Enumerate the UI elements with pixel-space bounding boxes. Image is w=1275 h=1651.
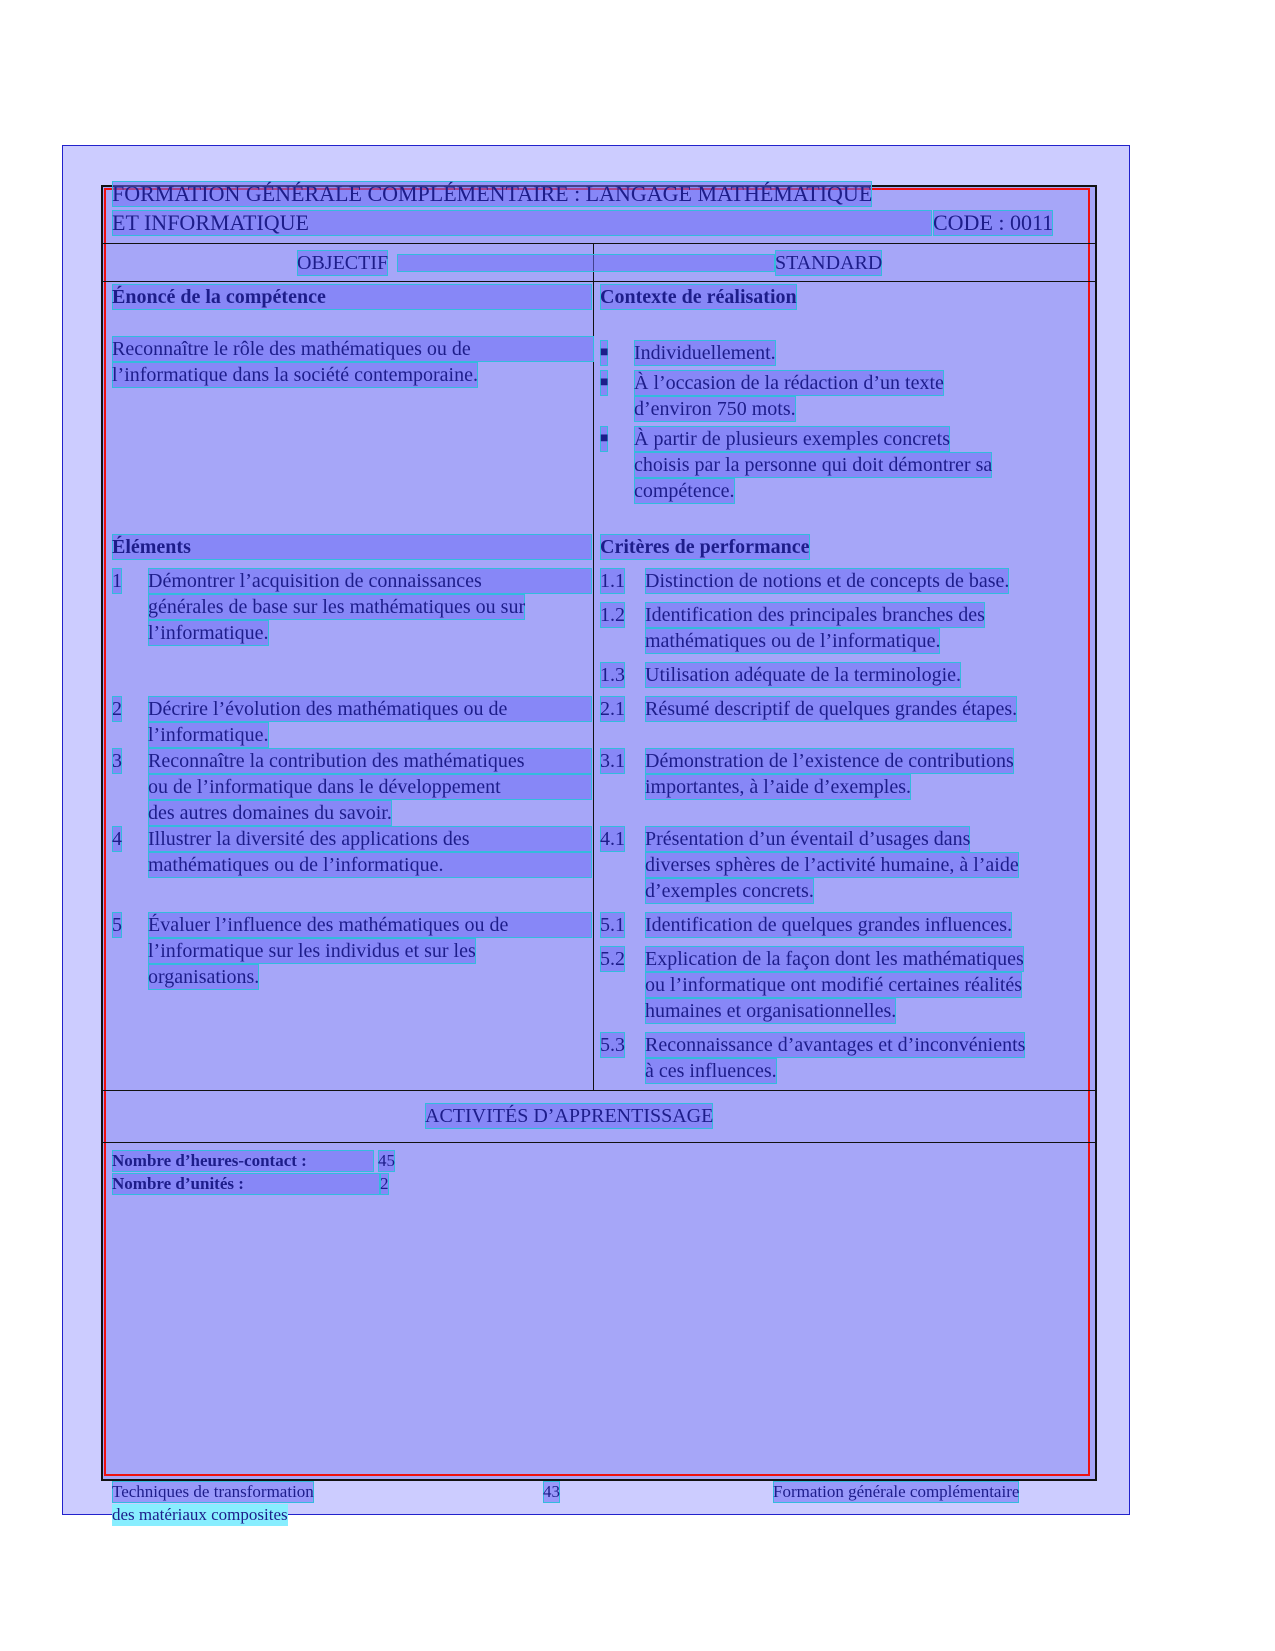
footer-program-line2: des matériaux composites — [112, 1505, 288, 1524]
critere-5-2-line-1: Explication de la façon dont les mathématiques — [645, 948, 1024, 970]
critere-1-2-num: 1.2 — [600, 604, 625, 626]
critere-5-3-line-2: à ces influences. — [645, 1060, 777, 1082]
critere-5-3-num: 5.3 — [600, 1034, 625, 1056]
element-5-line-1: Évaluer l’influence des mathématiques ou de — [148, 912, 592, 938]
heures-value: 45 — [378, 1151, 395, 1170]
element-1-line-1: Démontrer l’acquisition de connaissances — [148, 568, 592, 594]
activities-heading: ACTIVITÉS D’APPRENTISSAGE — [425, 1105, 714, 1127]
critere-5-3-line-1: Reconnaissance d’avantages et d’inconvénients — [645, 1034, 1026, 1056]
rule-under-columns — [101, 281, 1097, 282]
element-3-num: 3 — [112, 750, 122, 772]
contexte-item-2-line-1: À l’occasion de la rédaction d’un texte — [634, 372, 944, 394]
element-4-num: 4 — [112, 828, 122, 850]
elements-heading: Éléments — [112, 534, 592, 560]
course-code: CODE : 0011 — [933, 210, 1054, 235]
column-header-objectif: OBJECTIF — [297, 252, 389, 274]
rule-under-header — [101, 243, 1097, 244]
critere-2-1-line-1: Résumé descriptif de quelques grandes étapes. — [645, 698, 1018, 720]
critere-3-1-num: 3.1 — [600, 750, 625, 772]
critere-5-2-num: 5.2 — [600, 948, 625, 970]
heures-label: Nombre d’heures-contact : — [112, 1150, 374, 1172]
contexte-bullet-1: ■ — [600, 340, 608, 366]
critere-4-1-num: 4.1 — [600, 828, 625, 850]
critere-1-2-line-1: Identification des principales branches des — [645, 604, 985, 626]
contexte-item-3-line-3: compétence. — [634, 480, 735, 502]
column-header-bar — [397, 254, 775, 272]
element-1-num: 1 — [112, 570, 122, 592]
critere-5-2-line-2: ou l’informatique ont modifié certaines réalités — [645, 974, 1023, 996]
critere-5-1-num: 5.1 — [600, 914, 625, 936]
course-title-line1: FORMATION GÉNÉRALE COMPLÉMENTAIRE : LANGAGE MATHÉMATIQUE — [112, 181, 873, 206]
critere-4-1-line-1: Présentation d’un éventail d’usages dans — [645, 828, 971, 850]
enonce-line-2: l’informatique dans la société contemporaine. — [112, 364, 478, 386]
element-5-line-2: l’informatique sur les individus et sur les — [148, 940, 476, 962]
contexte-heading: Contexte de réalisation — [600, 286, 797, 308]
element-3-line-3: des autres domaines du savoir. — [148, 802, 392, 824]
element-5-num: 5 — [112, 914, 122, 936]
column-divider — [593, 243, 594, 1090]
criteres-heading: Critères de performance — [600, 536, 810, 558]
footer-section-name: Formation générale complémentaire — [773, 1482, 1020, 1501]
element-4-line-1: Illustrer la diversité des applications des — [148, 826, 592, 852]
critere-4-1-line-2: diverses sphères de l’activité humaine, à l’aide — [645, 854, 1019, 876]
element-1-line-2: générales de base sur les mathématiques ou sur — [148, 596, 526, 618]
critere-1-3-line-1: Utilisation adéquate de la terminologie. — [645, 664, 962, 686]
element-3-line-2: ou de l’informatique dans le développement — [148, 774, 592, 800]
unites-value: 2 — [380, 1174, 389, 1193]
contexte-item-1: Individuellement. — [634, 342, 776, 364]
element-2-line-1: Décrire l’évolution des mathématiques ou de — [148, 696, 592, 722]
critere-4-1-line-3: d’exemples concrets. — [645, 880, 814, 902]
enonce-line-1: Reconnaître le rôle des mathématiques ou de — [112, 336, 594, 362]
element-2-line-2: l’informatique. — [148, 724, 269, 746]
element-2-num: 2 — [112, 698, 122, 720]
critere-1-3-num: 1.3 — [600, 664, 625, 686]
critere-5-1-line-1: Identification de quelques grandes influences. — [645, 914, 1013, 936]
critere-3-1-line-2: importantes, à l’aide d’exemples. — [645, 776, 912, 798]
contexte-bullet-3: ■ — [600, 426, 608, 452]
element-4-line-2: mathématiques ou de l’informatique. — [148, 852, 592, 878]
critere-2-1-num: 2.1 — [600, 698, 625, 720]
critere-3-1-line-1: Démonstration de l’existence de contributions — [645, 750, 1014, 772]
element-1-line-3: l’informatique. — [148, 622, 269, 644]
course-title-line2: ET INFORMATIQUE — [112, 210, 932, 236]
column-header-standard: STANDARD — [775, 252, 883, 274]
contexte-item-3-line-2: choisis par la personne qui doit démontrer sa — [634, 454, 993, 476]
footer-page-number: 43 — [543, 1482, 560, 1501]
rule-above-activities — [101, 1090, 1097, 1091]
unites-label: Nombre d’unités : — [112, 1173, 380, 1195]
rule-under-activities — [101, 1142, 1097, 1143]
element-5-line-3: organisations. — [148, 966, 260, 988]
enonce-heading: Énoncé de la compétence — [112, 284, 592, 310]
contexte-item-3-line-1: À partir de plusieurs exemples concrets — [634, 428, 951, 450]
critere-1-1-line-1: Distinction de notions et de concepts de base. — [645, 570, 1010, 592]
element-3-line-1: Reconnaître la contribution des mathématiques — [148, 748, 592, 774]
critere-1-2-line-2: mathématiques ou de l’informatique. — [645, 630, 941, 652]
footer-program-line1: Techniques de transformation — [112, 1482, 314, 1501]
contexte-bullet-2: ■ — [600, 370, 608, 396]
critere-1-1-num: 1.1 — [600, 570, 625, 592]
critere-5-2-line-3: humaines et organisationnelles. — [645, 1000, 897, 1022]
contexte-item-2-line-2: d’environ 750 mots. — [634, 398, 796, 420]
